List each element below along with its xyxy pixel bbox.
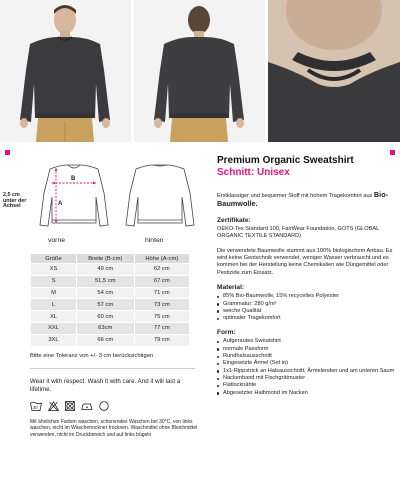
- width-cell: 60 cm: [77, 311, 135, 323]
- iron-low-icon: [81, 401, 93, 411]
- form-heading: Form:: [217, 329, 236, 337]
- table-row: [31, 334, 190, 346]
- material-list: [217, 293, 397, 322]
- list-item: Abgesetzter Halbmond im Nacken: [217, 390, 397, 397]
- list-item: 85% Bio-Baumwolle, 15% recyceltes Polyester: [217, 293, 397, 300]
- size-cell: XS: [31, 264, 77, 276]
- care-instructions: Mit ähnlichen Farben waschen, schonendes Waschen bei 30°C, von links waschen, nicht im Wäschetrockner trocknen. Waschmittel ohne Bleichmittel verwenden, nicht im Druckbereich und auf links bügeln: [30, 419, 198, 438]
- list-item: Flatlocknähte: [217, 382, 397, 389]
- width-cell: 49 cm: [77, 264, 135, 276]
- no-bleach-icon: [48, 401, 59, 411]
- intro-text: Erstklassiger und bequemer Stoff mit hohem Tragekomfort aus Bio-Baumwolle.: [217, 190, 389, 209]
- size-cell: 3XL: [31, 334, 77, 346]
- height-cell: 75 cm: [134, 311, 189, 323]
- front-outline: [40, 165, 108, 226]
- list-item: normale Passform: [217, 346, 397, 353]
- product-cut: Schnitt: Unisex: [217, 167, 290, 178]
- table-row: [31, 299, 190, 311]
- col-header-width: Breite (B-cm): [77, 254, 135, 264]
- list-item: optimaler Tragekomfort: [217, 315, 397, 322]
- cotton-text: Die verwendete Baumwolle stammt aus 100% biologischem Anbau. Es wird keine Gentechnik verwendet, weniger Wasser verbraucht und es kommen bei der Herstellung keine Chemikalien wie Düngemittel oder Pestizide zum Einsatz.: [217, 247, 393, 276]
- dry-clean-icon: [99, 401, 109, 411]
- list-item: Aufgerautes Sweatshirt: [217, 338, 397, 345]
- wash-slogan: Wear it with respect. Wash it with care. And it will last a lifetime.: [30, 378, 181, 393]
- tumble-dry-low-icon: [65, 401, 75, 411]
- certificates-text: OEKO-Tex Standard 100, FairWear Foundation, GOTS (GLOBAL ORGANIC TEXTILE STANDARD): [217, 225, 379, 240]
- size-cell: L: [31, 299, 77, 311]
- back-view-label: hinten: [145, 237, 164, 244]
- model-back-photo: [134, 0, 265, 142]
- product-title: Premium Organic Sweatshirt: [217, 155, 354, 166]
- width-cell: 66 cm: [77, 334, 135, 346]
- care-icons: [30, 401, 109, 411]
- width-cell: 57 cm: [77, 299, 135, 311]
- size-cell: S: [31, 275, 77, 287]
- label-b: B: [71, 176, 76, 182]
- height-cell: 71 cm: [134, 287, 189, 299]
- width-cell: 63cm: [77, 322, 135, 334]
- col-header-size: Größe: [31, 254, 77, 264]
- list-item: Rundhalsausschnitt: [217, 353, 397, 360]
- table-header-row: [31, 254, 190, 264]
- height-cell: 62 cm: [134, 264, 189, 276]
- table-row: [31, 287, 190, 299]
- height-cell: 77 cm: [134, 322, 189, 334]
- back-outline: [126, 165, 194, 226]
- table-row: [31, 275, 190, 287]
- list-item: 1x1-Rippstrick an Halsausschnitt, Ärmelenden und am unteren Saum: [217, 368, 397, 375]
- height-cell: 73 cm: [134, 299, 189, 311]
- product-description: [217, 155, 397, 404]
- height-cell: 79 cm: [134, 334, 189, 346]
- certificates-heading: Zertifikate:: [217, 216, 251, 224]
- table-row: [31, 311, 190, 323]
- sweatshirt-measurement-diagram: [30, 163, 200, 235]
- tolerance-note: Bitte eine Toleranz von +/- 3 cm berücksichtigen: [30, 353, 154, 359]
- model-front-photo: [0, 0, 131, 142]
- height-cell: 67 cm: [134, 275, 189, 287]
- width-cell: 51,5 cm: [77, 275, 135, 287]
- size-cell: M: [31, 287, 77, 299]
- size-cell: XXL: [31, 322, 77, 334]
- size-cell: XL: [31, 311, 77, 323]
- neck-closeup-photo: [268, 0, 400, 142]
- accent-marker: [5, 150, 10, 155]
- label-a: A: [58, 201, 63, 207]
- wash-30-icon: [30, 401, 42, 411]
- svg-text:30: 30: [33, 405, 38, 410]
- size-table: [30, 253, 190, 347]
- width-cell: 54 cm: [77, 287, 135, 299]
- col-header-height: Höhe (A-cm): [134, 254, 189, 264]
- list-item: Nackenband mit Fischgrätmuster: [217, 375, 397, 382]
- list-item: Eingesetzte Ärmel (Set in): [217, 360, 397, 367]
- table-row: [31, 322, 190, 334]
- accent-marker: [390, 150, 395, 155]
- divider: [30, 368, 195, 369]
- material-heading: Material:: [217, 284, 245, 292]
- table-row: [31, 264, 190, 276]
- product-photo-row: [0, 0, 400, 142]
- front-view-label: vorne: [48, 237, 66, 244]
- list-item: weiche Qualität: [217, 308, 397, 315]
- form-list: [217, 338, 397, 396]
- measure-note: 2,5 cm unter der Achsel: [3, 192, 27, 210]
- list-item: Grammatur: 280 g/m²: [217, 301, 397, 308]
